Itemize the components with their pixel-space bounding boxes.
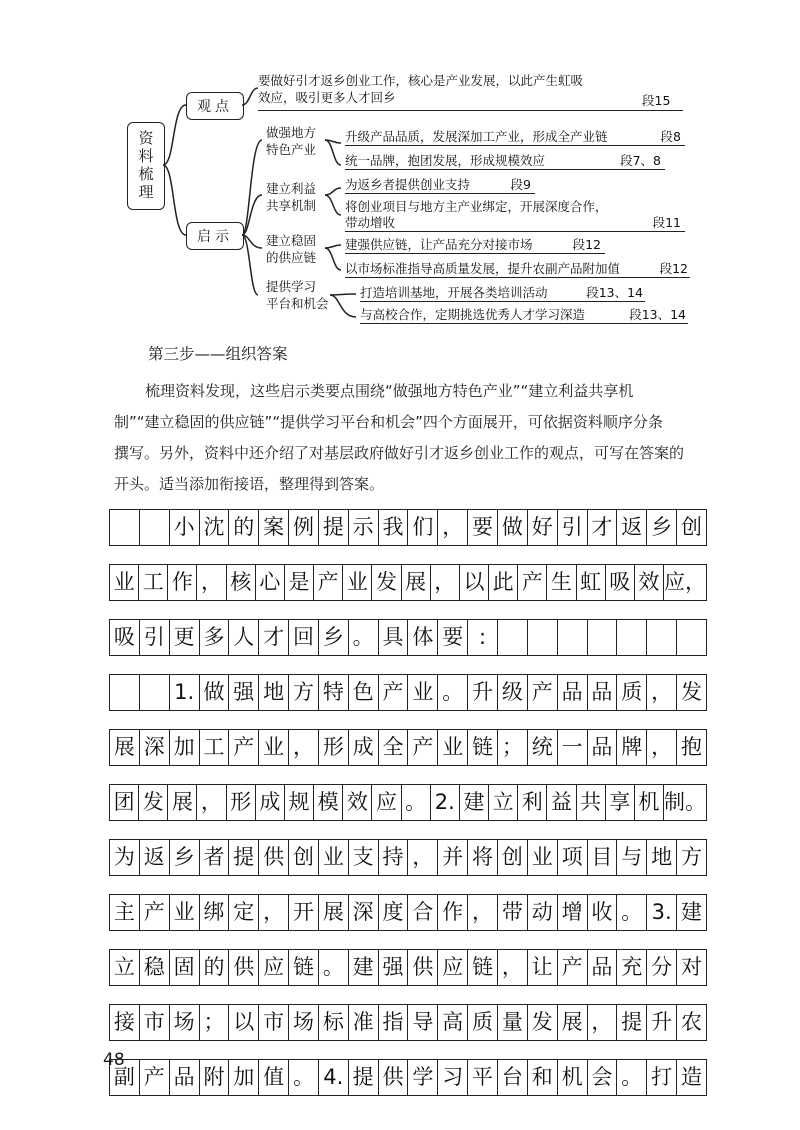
grid-cell: 做 <box>498 510 528 545</box>
grid-cell: 。 <box>402 785 431 820</box>
grid-cell: ， <box>408 840 438 875</box>
grid-cell: 返 <box>617 510 647 545</box>
grid-cell: 升 <box>647 1005 677 1040</box>
view-underline <box>258 110 683 111</box>
answer-grid <box>109 509 707 1114</box>
leaf-4-line1: 将创业项目与地方主产业绑定，开展深度合作， <box>345 199 608 214</box>
grid-cell: 应 <box>372 785 401 820</box>
grid-cell: 沈 <box>200 510 230 545</box>
grid-cell: 准 <box>349 1005 379 1040</box>
grid-cell: 应 <box>259 950 289 985</box>
grid-cell: 创 <box>680 515 702 539</box>
grid-cell: 效 <box>343 785 372 820</box>
grid-cell: 成 <box>349 730 379 765</box>
body-paragraph: 梳理资料发现，这些启示类要点围绕“做强地方特色产业”“建立利益共享机 制”“建立稳固的供应链”“提供学习平台和机会”四个方面展开，可依据资料顺序分条 撰写。另外，资料中还介绍了对基层政府做好引才返乡创业工作的观点，可写在答案的 开头。适当添加衔接语，整理得到答案。 <box>114 382 685 493</box>
grid-cell: 方 <box>680 845 702 869</box>
leaf-2: 统一品牌，抱团发展，形成规模效应 段7、8 <box>345 152 665 170</box>
grid-cell: 成 <box>256 785 285 820</box>
grid-cell: 要 <box>468 510 498 545</box>
grid-cell: 建 <box>680 900 702 924</box>
grid-cell: 模 <box>314 785 343 820</box>
grid-row <box>109 564 707 601</box>
grid-cell: ； <box>498 730 528 765</box>
grid-cell: 机 <box>635 785 664 820</box>
grid-cell <box>677 620 706 655</box>
grid-cell: 供 <box>229 950 259 985</box>
grid-cell <box>558 620 588 655</box>
grid-cell: 提 <box>349 1060 379 1095</box>
grid-cell: 产 <box>528 675 558 710</box>
grid-cell: ， <box>588 1005 618 1040</box>
grid-cell: 我 <box>379 510 409 545</box>
grid-cell: 和 <box>528 1060 558 1095</box>
grid-cell: 链 <box>468 950 498 985</box>
mind-map-root: 资料梳理 <box>127 122 165 210</box>
grid-cell: 建 <box>460 785 489 820</box>
category-1: 做强地方 特色产业 <box>266 125 317 157</box>
grid-cell: 台 <box>498 1060 528 1095</box>
grid-cell: 方 <box>289 675 319 710</box>
grid-cell: 吸 <box>606 565 635 600</box>
grid-cell: 创 <box>289 840 319 875</box>
grid-cell: 以 <box>460 565 489 600</box>
grid-cell: 具 <box>379 620 409 655</box>
grid-cell: 效 <box>635 565 664 600</box>
view-ref: 段15 <box>642 93 671 108</box>
grid-cell: 产 <box>558 950 588 985</box>
grid-cell: 2. <box>431 785 460 820</box>
grid-cell: 提 <box>229 840 259 875</box>
grid-cell: 形 <box>227 785 256 820</box>
grid-cell: 体 <box>408 620 438 655</box>
grid-cell: 工 <box>200 730 230 765</box>
grid-cell: 的 <box>229 510 259 545</box>
grid-cell: 加 <box>229 1060 259 1095</box>
grid-cell: 市 <box>259 1005 289 1040</box>
leaf-6: 以市场标准指导高质量发展，提升农副产品附加值 段12 <box>345 261 688 276</box>
grid-cell: 品 <box>558 675 588 710</box>
mind-map <box>0 0 800 330</box>
grid-cell: 固 <box>170 950 200 985</box>
grid-cell: 制。 <box>663 790 706 814</box>
grid-cell: 提 <box>319 510 349 545</box>
grid-cell: 加 <box>170 730 200 765</box>
grid-cell: 业 <box>438 730 468 765</box>
grid-cell: 供 <box>259 840 289 875</box>
grid-cell: 稳 <box>140 950 170 985</box>
grid-cell: 者 <box>200 840 230 875</box>
grid-cell: 规 <box>285 785 314 820</box>
grid-cell: 此 <box>489 565 518 600</box>
grid-cell: 分 <box>647 950 677 985</box>
grid-cell: 对 <box>680 955 702 979</box>
grid-cell: 强 <box>229 675 259 710</box>
grid-cell: 。 <box>319 950 349 985</box>
grid-cell: 强 <box>379 950 409 985</box>
grid-cell: 是 <box>285 565 314 600</box>
grid-cell: 业 <box>408 675 438 710</box>
grid-cell: 发 <box>372 565 401 600</box>
grid-cell: 业 <box>343 565 372 600</box>
grid-cell: 应 <box>438 950 468 985</box>
grid-cell: 动 <box>528 895 558 930</box>
grid-cell: 核 <box>227 565 256 600</box>
grid-cell: 供 <box>379 1060 409 1095</box>
grid-cell: 应， <box>663 570 706 594</box>
grid-cell <box>647 620 677 655</box>
grid-cell: 深 <box>140 730 170 765</box>
grid-cell: ， <box>647 675 677 710</box>
grid-cell: 团 <box>110 785 139 820</box>
grid-cell: 发 <box>528 1005 558 1040</box>
grid-cell: 更 <box>170 620 200 655</box>
grid-cell: 形 <box>319 730 349 765</box>
grid-row <box>109 839 707 876</box>
grid-cell: 4. <box>319 1060 349 1095</box>
grid-cell: 质 <box>617 675 647 710</box>
grid-cell <box>617 620 647 655</box>
grid-cell: 案 <box>259 510 289 545</box>
grid-cell: 一 <box>558 730 588 765</box>
grid-cell: 品 <box>588 730 618 765</box>
grid-cell: 展 <box>558 1005 588 1040</box>
grid-row <box>109 894 707 931</box>
grid-cell: 才 <box>588 510 618 545</box>
grid-cell: 定 <box>229 895 259 930</box>
grid-cell: 标 <box>319 1005 349 1040</box>
grid-cell: 产 <box>314 565 343 600</box>
grid-cell <box>498 620 528 655</box>
grid-cell: 牌 <box>617 730 647 765</box>
grid-cell: 级 <box>498 675 528 710</box>
grid-cell: 业 <box>110 565 139 600</box>
grid-cell: 接 <box>110 1005 140 1040</box>
grid-cell: 收 <box>588 895 618 930</box>
grid-cell: 展 <box>168 785 197 820</box>
grid-cell: 抱 <box>680 735 702 759</box>
grid-cell: 业 <box>528 840 558 875</box>
grid-row <box>109 1059 707 1096</box>
grid-cell: 。 <box>349 620 379 655</box>
grid-cell: ， <box>197 785 226 820</box>
grid-cell: 。 <box>617 895 647 930</box>
grid-cell: 升 <box>468 675 498 710</box>
grid-cell: 产 <box>379 675 409 710</box>
grid-cell: 附 <box>200 1060 230 1095</box>
grid-cell: 全 <box>379 730 409 765</box>
page-number: 48 <box>103 1050 125 1070</box>
grid-cell: 3. <box>647 895 677 930</box>
grid-cell: 造 <box>680 1065 702 1089</box>
grid-cell: 市 <box>140 1005 170 1040</box>
grid-cell: 绑 <box>200 895 230 930</box>
grid-cell: 好 <box>528 510 558 545</box>
grid-row <box>109 619 707 656</box>
grid-cell: 产 <box>518 565 547 600</box>
grid-cell: 副 <box>110 1060 140 1095</box>
grid-cell: 充 <box>617 950 647 985</box>
branch-insight: 启示 <box>186 222 244 250</box>
grid-cell: 享 <box>606 785 635 820</box>
grid-cell: 品 <box>588 950 618 985</box>
step-heading: 第三步——组织答案 <box>148 345 288 363</box>
grid-cell: 利 <box>518 785 547 820</box>
grid-cell: 益 <box>547 785 576 820</box>
grid-cell: 供 <box>408 950 438 985</box>
grid-cell: 工 <box>139 565 168 600</box>
grid-cell: 场 <box>170 1005 200 1040</box>
grid-cell: 乡 <box>647 510 677 545</box>
leaf-4-line2: 带动增收 段11 <box>345 214 685 232</box>
grid-cell: 展 <box>402 565 431 600</box>
grid-cell: 场 <box>289 1005 319 1040</box>
grid-row <box>109 509 707 546</box>
grid-cell: 将 <box>468 840 498 875</box>
grid-row <box>109 674 707 711</box>
leaf-3: 为返乡者提供创业支持 段9 <box>345 176 535 194</box>
leaf-5: 建强供应链，让产品充分对接市场 段12 <box>345 236 605 254</box>
grid-cell: 机 <box>558 1060 588 1095</box>
grid-cell: 做 <box>200 675 230 710</box>
grid-cell: ， <box>197 565 226 600</box>
grid-cell: 项 <box>558 840 588 875</box>
grid-cell: 们 <box>408 510 438 545</box>
grid-cell: 回 <box>289 620 319 655</box>
grid-cell: 作 <box>168 565 197 600</box>
grid-cell: 主 <box>110 895 140 930</box>
grid-cell: 目 <box>588 840 618 875</box>
grid-cell: 地 <box>259 675 289 710</box>
grid-cell: 心 <box>256 565 285 600</box>
grid-cell: 1. <box>170 675 200 710</box>
grid-cell: ， <box>259 895 289 930</box>
grid-cell: 建 <box>349 950 379 985</box>
grid-cell: 产 <box>408 730 438 765</box>
grid-cell: 才 <box>259 620 289 655</box>
grid-cell: 值 <box>259 1060 289 1095</box>
grid-cell: 。 <box>438 675 468 710</box>
grid-cell: 虹 <box>577 565 606 600</box>
grid-cell: 品 <box>588 675 618 710</box>
grid-cell: 链 <box>468 730 498 765</box>
category-2: 建立利益 共享机制 <box>266 181 317 213</box>
grid-cell: 统 <box>528 730 558 765</box>
grid-cell: 持 <box>379 840 409 875</box>
grid-cell: ， <box>289 730 319 765</box>
grid-cell: 发 <box>680 680 702 704</box>
branch-view: 观点 <box>186 92 244 120</box>
grid-cell: 高 <box>438 1005 468 1040</box>
grid-cell: 指 <box>379 1005 409 1040</box>
grid-cell: 多 <box>200 620 230 655</box>
grid-row <box>109 949 707 986</box>
grid-cell: 创 <box>498 840 528 875</box>
grid-cell: 以 <box>229 1005 259 1040</box>
grid-cell: ； <box>200 1005 230 1040</box>
category-3: 建立稳固 的供应链 <box>266 233 317 265</box>
grid-cell: 业 <box>319 840 349 875</box>
grid-cell: 为 <box>110 840 140 875</box>
grid-cell: 合 <box>408 895 438 930</box>
grid-cell: 农 <box>680 1010 702 1034</box>
grid-cell: 量 <box>498 1005 528 1040</box>
grid-cell: ， <box>468 895 498 930</box>
grid-cell: 习 <box>438 1060 468 1095</box>
grid-row <box>109 784 707 821</box>
grid-cell: 支 <box>349 840 379 875</box>
grid-cell: 业 <box>170 895 200 930</box>
grid-cell: 返 <box>140 840 170 875</box>
grid-cell: 并 <box>438 840 468 875</box>
grid-cell: 增 <box>558 895 588 930</box>
grid-cell: 度 <box>379 895 409 930</box>
grid-cell: ， <box>498 950 528 985</box>
grid-cell: 产 <box>229 730 259 765</box>
grid-cell <box>140 675 170 710</box>
grid-cell: ， <box>438 510 468 545</box>
grid-cell: 。 <box>289 1060 319 1095</box>
grid-cell: 色 <box>349 675 379 710</box>
grid-cell: ， <box>647 730 677 765</box>
grid-cell: 产 <box>140 1060 170 1095</box>
leaf-7: 打造培训基地，开展各类培训活动 段13、14 <box>360 285 643 300</box>
grid-cell: 吸 <box>110 620 140 655</box>
grid-cell: 让 <box>528 950 558 985</box>
grid-cell <box>140 510 170 545</box>
grid-cell: 立 <box>489 785 518 820</box>
grid-cell: 业 <box>259 730 289 765</box>
grid-cell: 学 <box>408 1060 438 1095</box>
grid-cell: 乡 <box>319 620 349 655</box>
grid-cell: 引 <box>140 620 170 655</box>
leaf-8: 与高校合作，定期挑选优秀人才学习深造 段13、14 <box>360 307 686 322</box>
grid-cell: 乡 <box>170 840 200 875</box>
grid-cell: 示 <box>349 510 379 545</box>
grid-row <box>109 729 707 766</box>
grid-cell: 与 <box>617 840 647 875</box>
grid-cell: 链 <box>289 950 319 985</box>
grid-cell: 会 <box>588 1060 618 1095</box>
grid-cell: 深 <box>349 895 379 930</box>
grid-cell: 引 <box>558 510 588 545</box>
grid-cell: 例 <box>289 510 319 545</box>
grid-cell <box>110 510 140 545</box>
grid-cell: 平 <box>468 1060 498 1095</box>
grid-cell: 要 <box>438 620 468 655</box>
grid-cell: 作 <box>438 895 468 930</box>
grid-cell: 提 <box>617 1005 647 1040</box>
grid-cell: 品 <box>170 1060 200 1095</box>
grid-cell: 地 <box>647 840 677 875</box>
grid-cell: 打 <box>647 1060 677 1095</box>
grid-cell <box>110 675 140 710</box>
grid-cell: 共 <box>577 785 606 820</box>
grid-cell: 展 <box>319 895 349 930</box>
grid-cell: 带 <box>498 895 528 930</box>
grid-cell: 人 <box>229 620 259 655</box>
grid-cell: 发 <box>139 785 168 820</box>
grid-row <box>109 1004 707 1041</box>
grid-cell: 展 <box>110 730 140 765</box>
grid-cell: 特 <box>319 675 349 710</box>
grid-cell: ， <box>431 565 460 600</box>
leaf-1: 升级产品品质，发展深加工产业，形成全产业链 段8 <box>345 128 685 146</box>
grid-cell: 质 <box>468 1005 498 1040</box>
grid-cell: 生 <box>547 565 576 600</box>
grid-cell: 立 <box>110 950 140 985</box>
grid-cell: 的 <box>200 950 230 985</box>
grid-cell: 开 <box>289 895 319 930</box>
category-4: 提供学习 平台和机会 <box>266 279 329 311</box>
grid-cell: : <box>468 620 498 655</box>
view-text: 要做好引才返乡创业工作，核心是产业发展，以此产生虹吸 效应，吸引更多人才回乡 <box>258 73 584 105</box>
grid-cell: 导 <box>408 1005 438 1040</box>
grid-cell: 产 <box>140 895 170 930</box>
grid-cell <box>528 620 558 655</box>
grid-cell: 。 <box>617 1060 647 1095</box>
grid-cell: 小 <box>170 510 200 545</box>
grid-cell <box>588 620 618 655</box>
